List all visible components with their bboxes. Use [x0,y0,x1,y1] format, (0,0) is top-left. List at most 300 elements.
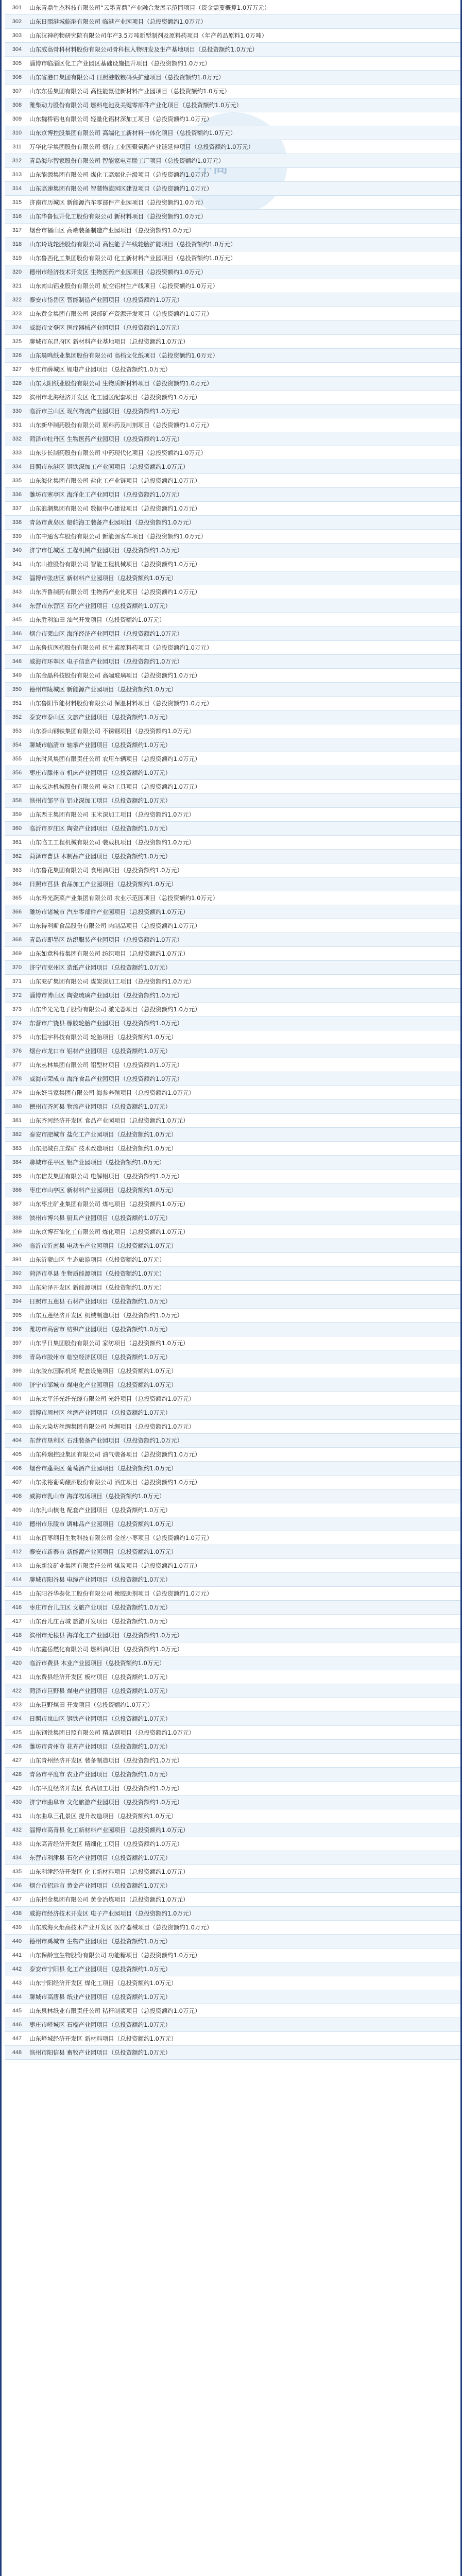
table-row [5,335,460,349]
row-number: 305 [12,60,22,66]
row-number: 396 [12,1326,22,1332]
row-number: 428 [12,1771,22,1777]
row-number: 403 [12,1423,22,1430]
project-description: 青岛市平度市 农业产业园项目（总投资额约1.0万元） [29,1771,171,1778]
row-number: 399 [12,1368,22,1374]
project-description: 日照市岚山区 钢铁产业园项目（总投资额约1.0万元） [29,1715,171,1722]
table-row [5,446,460,460]
row-number: 431 [12,1813,22,1819]
project-description: 聊城市阳谷县 电缆产业园项目（总投资额约1.0万元） [29,1576,171,1583]
table-row [5,794,460,808]
row-number: 394 [12,1298,22,1304]
table-row [5,1656,460,1670]
table-row [5,251,460,265]
row-number: 401 [12,1396,22,1402]
table-row [5,1044,460,1058]
project-description: 山东临工工程机械有限公司 装载机项目（总投资额约1.0万元） [29,839,195,846]
project-description: 山东京博控股集团有限公司 高端化工新材料一体化项目（总投资额约1.0万元） [29,129,236,137]
project-description: 青岛市即墨区 纺织服装产业园项目（总投资额约1.0万元） [29,936,183,943]
project-description: 山东太阳纸业股份有限公司 生物质新材料项目（总投资额约1.0万元） [29,380,213,387]
project-description: 山东沂蒙山区 生态旅游项目（总投资额约1.0万元） [29,1256,165,1263]
row-number: 339 [12,533,22,539]
project-description: 临沂市罗庄区 陶瓷产业园项目（总投资额约1.0万元） [29,825,171,832]
project-description: 山东鲁花集团有限公司 食用油项目（总投资额约1.0万元） [29,867,183,874]
project-description: 淄博市张店区 新材料产业园项目（总投资额约1.0万元） [29,574,177,582]
project-description: 山东魏桥铝电有限公司 轻量化铝材深加工项目（总投资额约1.0万元） [29,115,213,123]
project-description: 山东中通客车股份有限公司 新能源客车项目（总投资额约1.0万元） [29,533,207,540]
table-row [5,1503,460,1517]
project-description: 泰安市宁阳县 化工产业园项目（总投资额约1.0万元） [29,1965,171,1973]
row-number: 387 [12,1201,22,1207]
table-row [5,1392,460,1406]
table-row [5,1420,460,1434]
row-number: 389 [12,1229,22,1235]
project-description: 滨州市北海经济开发区 化工园区配套项目（总投资额约1.0万元） [29,394,201,401]
row-number: 412 [12,1549,22,1555]
table-row [5,1406,460,1420]
table-row [5,1962,460,1976]
table-row [5,1086,460,1100]
table-row [5,1309,460,1323]
project-description: 山东菏泽开发区 新能源项目（总投资额约1.0万元） [29,1284,165,1291]
row-number: 361 [12,839,22,845]
project-description: 山东胜利油田 油气开发项目（总投资额约1.0万元） [29,616,165,623]
project-description: 山东如意科技集团有限公司 纺织项目（总投资额约1.0万元） [29,950,189,957]
table-row [5,154,460,168]
project-description: 山东枣庄矿业集团有限公司 煤电项目（总投资额约1.0万元） [29,1200,189,1208]
row-number: 333 [12,450,22,456]
table-row [5,363,460,377]
table-row [5,1489,460,1503]
table-row [5,975,460,989]
project-description: 青岛市黄岛区 船舶海工装备产业园项目（总投资额约1.0万元） [29,519,195,526]
project-description: 枣庄市滕州市 机床产业园项目（总投资额约1.0万元） [29,769,171,776]
project-description: 德州市陵城区 新能源产业园项目（总投资额约1.0万元） [29,686,177,693]
row-number: 316 [12,213,22,219]
row-number: 344 [12,603,22,609]
row-number: 432 [12,1827,22,1833]
table-row [5,1837,460,1851]
row-number: 366 [12,909,22,915]
table-row [5,265,460,279]
table-row [5,1726,460,1740]
row-number: 356 [12,770,22,776]
project-description: 枣庄市山亭区 新材料产业园项目（总投资额约1.0万元） [29,1187,177,1194]
row-number: 391 [12,1257,22,1263]
row-number: 409 [12,1507,22,1513]
table-row [5,1225,460,1239]
table-row [5,1740,460,1754]
row-number: 368 [12,937,22,943]
project-description: 滨州市无棣县 海洋化工产业园项目（总投资额约1.0万元） [29,1632,183,1639]
row-number: 435 [12,1869,22,1875]
table-row [5,1809,460,1823]
row-number: 425 [12,1730,22,1736]
row-number: 314 [12,185,22,192]
row-number: 309 [12,116,22,122]
project-description: 山东汉神药物研究院有限公司年产3.5万吨新型制剂及原料药项目（年产药品原料1.0万吨） [29,32,268,39]
row-number: 357 [12,784,22,790]
project-description: 山东华鲁恒升化工股份有限公司 新材料项目（总投资额约1.0万元） [29,213,207,220]
project-description: 潍柴动力股份有限公司 燃料电池及关键零部件产业化项目（总投资额约1.0万元） [29,101,242,109]
row-number: 325 [12,338,22,345]
table-row [5,2018,460,2032]
table-row [5,710,460,724]
project-description: 山东恒宇科技有限公司 轮胎项目（总投资额约1.0万元） [29,1033,177,1041]
row-number: 411 [12,1535,22,1541]
table-row [5,1782,460,1795]
row-number: 312 [12,158,22,164]
row-number: 419 [12,1646,22,1652]
table-row [5,1281,460,1295]
table-row [5,571,460,585]
project-description: 山东寿光蔬菜产业集团有限公司 农业示范园项目（总投资额约1.0万元） [29,894,218,902]
table-row [5,1128,460,1142]
table-row [5,98,460,112]
row-number: 380 [12,1104,22,1110]
project-description: 山东利津经济开发区 化工新材料项目（总投资额约1.0万元） [29,1868,189,1875]
table-row [5,1893,460,1907]
row-number: 359 [12,811,22,818]
project-description: 山东步长制药股份有限公司 中药现代化项目（总投资额约1.0万元） [29,449,207,456]
row-number: 407 [12,1479,22,1485]
row-number: 417 [12,1618,22,1624]
table-row [5,29,460,43]
row-number: 433 [12,1841,22,1847]
table-row [5,1517,460,1531]
table-row [5,112,460,126]
table-row [5,961,460,975]
project-description: 山东招金集团有限公司 黄金冶炼项目（总投资额约1.0万元） [29,1896,189,1903]
row-number: 447 [12,2036,22,2042]
row-number: 427 [12,1757,22,1764]
project-description: 山东能源集团有限公司 煤化工高端化升级项目（总投资额约1.0万元） [29,171,213,178]
table-row [5,1364,460,1378]
project-description: 威海市经济技术开发区 电子产业园项目（总投资额约1.0万元） [29,1910,195,1917]
project-description: 山东泉林纸业有限责任公司 秸秆制浆项目（总投资额约1.0万元） [29,2007,201,2014]
table-row [5,738,460,752]
row-number: 434 [12,1855,22,1861]
row-number: 390 [12,1243,22,1249]
project-description: 山东玲珑轮胎股份有限公司 高性能子午线轮胎扩能项目（总投资额约1.0万元） [29,241,236,248]
project-description: 淄博市周村区 丝绸产业园项目（总投资额约1.0万元） [29,1409,171,1416]
table-row [5,891,460,905]
project-description: 东营市利津县 石化产业园项目（总投资额约1.0万元） [29,1854,171,1861]
project-description: 山东京博石油化工有限公司 炼化项目（总投资额约1.0万元） [29,1228,189,1235]
table-row [5,1754,460,1768]
project-description: 菏泽市单县 生物质能源项目（总投资额约1.0万元） [29,1270,165,1277]
table-row [5,780,460,794]
table-row [5,1768,460,1782]
row-number: 324 [12,325,22,331]
row-number: 424 [12,1716,22,1722]
table-row [5,84,460,98]
project-description: 潍坊市寒亭区 海洋化工产业园项目（总投资额约1.0万元） [29,491,183,498]
project-description: 山东巨野煤田 开发项目（总投资额约1.0万元） [29,1701,153,1708]
row-number: 337 [12,505,22,512]
row-number: 404 [12,1437,22,1444]
row-number: 307 [12,88,22,94]
row-number: 383 [12,1145,22,1151]
table-row [5,766,460,780]
row-number: 363 [12,867,22,873]
row-number: 376 [12,1048,22,1054]
project-description: 山东五莲经济开发区 机械制造项目（总投资额约1.0万元） [29,1312,183,1319]
table-row [5,850,460,863]
row-number: 318 [12,241,22,247]
table-row [5,1587,460,1601]
project-description: 菏泽市巨野县 煤电产业园项目（总投资额约1.0万元） [29,1687,171,1694]
table-row [5,585,460,599]
row-number: 326 [12,352,22,359]
table-row [5,196,460,210]
project-description: 烟台市龙口市 铝材产业园项目（总投资额约1.0万元） [29,1047,171,1055]
project-description: 泰安市岱岳区 智能制造产业园项目（总投资额约1.0万元） [29,296,183,303]
project-description: 山东金晶科技股份有限公司 高端玻璃项目（总投资额约1.0万元） [29,672,201,679]
row-number: 338 [12,519,22,526]
project-description: 山东钢铁集团日照有限公司 精品钢项目（总投资额约1.0万元） [29,1729,195,1736]
project-description: 聊城市临清市 轴承产业园项目（总投资额约1.0万元） [29,741,171,749]
row-number: 430 [12,1799,22,1805]
project-description: 山东大染坊丝绸集团有限公司 丝绸项目（总投资额约1.0万元） [29,1423,195,1430]
row-number: 400 [12,1382,22,1388]
row-number: 304 [12,46,22,53]
table-row [5,391,460,404]
table-row [5,669,460,683]
table-row [5,877,460,891]
row-number: 374 [12,1020,22,1026]
row-number: 306 [12,74,22,80]
table-row [5,1476,460,1489]
table-row [5,1559,460,1573]
project-description: 淄博市临淄区化工产业园区基础设施提升项目（总投资额约1.0万元） [29,60,211,67]
project-description: 烟台市招远市 黄金产业园项目（总投资额约1.0万元） [29,1882,171,1889]
table-row [5,1642,460,1656]
table-row [5,989,460,1003]
row-number: 445 [12,2008,22,2014]
project-description: 聊城市东昌府区 新材料产业基地项目（总投资额约1.0万元） [29,338,189,345]
row-number: 360 [12,825,22,832]
project-description: 山东百枣纲目生物科技有限公司 金丝小枣项目（总投资额约1.0万元） [29,1534,213,1541]
row-number: 442 [12,1966,22,1972]
table-row [5,502,460,516]
row-number: 408 [12,1493,22,1499]
table-row [5,168,460,182]
project-description: 济宁市邹城市 煤电化产业园项目（总投资额约1.0万元） [29,1381,177,1388]
table-row [5,460,460,474]
project-description: 枣庄市薛城区 锂电产业园项目（总投资额约1.0万元） [29,366,171,373]
project-description: 山东新汶矿业集团有限责任公司 煤炭项目（总投资额约1.0万元） [29,1562,201,1569]
table-row [5,1615,460,1629]
project-description: 山东乳山核电 配套产业园项目（总投资额约1.0万元） [29,1506,171,1514]
row-number: 327 [12,366,22,372]
table-row [5,418,460,432]
row-number: 388 [12,1215,22,1221]
project-description: 日照市五莲县 石材产业园项目（总投资额约1.0万元） [29,1298,171,1305]
table-row [5,1448,460,1462]
row-number: 365 [12,895,22,901]
project-description: 德州市经济技术开发区 生物医药产业园项目（总投资额约1.0万元） [29,268,207,276]
project-description: 山东齐鲁制药有限公司 生物药产业化项目（总投资额约1.0万元） [29,588,201,596]
row-number: 310 [12,130,22,136]
project-description: 潍坊市青州市 花卉产业园项目（总投资额约1.0万元） [29,1743,171,1750]
table-row [5,1378,460,1392]
row-number: 420 [12,1660,22,1666]
row-number: 385 [12,1173,22,1179]
project-description: 山东新华制药股份有限公司 原料药及制剂项目（总投资额约1.0万元） [29,421,213,429]
project-description: 济宁市任城区 工程机械产业园项目（总投资额约1.0万元） [29,547,183,554]
project-description: 泰安市泰山区 文旅产业园项目（总投资额约1.0万元） [29,714,171,721]
row-number: 441 [12,1952,22,1958]
table-row [5,1170,460,1183]
table-row [5,1935,460,1948]
project-description: 聊城市茌平区 铝产业园项目（总投资额约1.0万元） [29,1159,165,1166]
project-description: 东营市东营区 石化产业园项目（总投资额约1.0万元） [29,602,171,609]
table-row [5,1990,460,2004]
table-row [5,1851,460,1865]
table-row [5,71,460,84]
table-row [5,1712,460,1726]
table-row [5,697,460,710]
row-number: 315 [12,199,22,206]
project-description: 山东太平洋光纤光缆有限公司 光纤项目（总投资额约1.0万元） [29,1395,195,1402]
table-row [5,1865,460,1879]
project-description: 山东鲁西化工集团股份有限公司 化工新材料产业园项目（总投资额约1.0万元） [29,255,236,262]
row-number: 369 [12,951,22,957]
project-description: 山东浪潮集团有限公司 数据中心建设项目（总投资额约1.0万元） [29,505,201,512]
table-row [5,1573,460,1587]
project-description: 山东晨鸣纸业集团股份有限公司 高档文化纸项目（总投资额约1.0万元） [29,352,218,359]
row-number: 414 [12,1577,22,1583]
row-number: 373 [12,1006,22,1012]
row-number: 317 [12,227,22,233]
project-description: 德州市禹城市 生物产业园项目（总投资额约1.0万元） [29,1938,171,1945]
table-row [5,1072,460,1086]
row-number: 446 [12,2022,22,2028]
row-number: 415 [12,1590,22,1597]
project-description: 威海市环翠区 电子信息产业园项目（总投资额约1.0万元） [29,658,183,665]
row-number: 398 [12,1354,22,1360]
row-number: 334 [12,464,22,470]
project-description: 山东鲁抗医药股份有限公司 抗生素原料药项目（总投资额约1.0万元） [29,644,213,651]
row-number: 347 [12,645,22,651]
row-number: 384 [12,1159,22,1165]
table-row [5,1183,460,1197]
table-row [5,1907,460,1921]
row-number: 377 [12,1062,22,1068]
row-number: 364 [12,881,22,887]
project-description: 东营市广饶县 橡胶轮胎产业园项目（总投资额约1.0万元） [29,1020,183,1027]
table-row [5,2004,460,2018]
row-number: 335 [12,478,22,484]
table-row [5,1030,460,1044]
table-row [5,1823,460,1837]
table-row [5,724,460,738]
project-description: 青岛市胶州市 临空经济区项目（总投资额约1.0万元） [29,1353,171,1361]
project-description: 山东兖矿集团有限公司 煤炭深加工项目（总投资额约1.0万元） [29,978,195,985]
project-description: 滨州市邹平市 铝业深加工项目（总投资额约1.0万元） [29,797,171,804]
table-row [5,1239,460,1253]
project-description: 烟台市福山区 高端装备制造产业园项目（总投资额约1.0万元） [29,227,195,234]
row-number: 422 [12,1688,22,1694]
table-row [5,1336,460,1350]
table-row [5,474,460,488]
table-row [5,2046,460,2060]
table-row [5,1003,460,1016]
row-number: 436 [12,1883,22,1889]
table-row [5,1795,460,1809]
table-row [5,57,460,71]
project-description: 山东孚日集团股份有限公司 家纺项目（总投资额约1.0万元） [29,1340,189,1347]
table-row [5,1921,460,1935]
table-row [5,1629,460,1642]
table-row [5,1,460,15]
table-row [5,863,460,877]
table-row [5,1698,460,1712]
project-description: 山东青州经济开发区 装备制造项目（总投资额约1.0万元） [29,1757,183,1764]
project-description: 东营市垦利区 石油装备产业园项目（总投资额约1.0万元） [29,1437,183,1444]
project-description: 聊城市高唐县 纸业产业园项目（总投资额约1.0万元） [29,1993,171,2001]
table-row [5,126,460,140]
table-row [5,557,460,571]
table-row [5,1142,460,1156]
row-number: 372 [12,992,22,998]
table-row [5,488,460,502]
project-description: 山东威达机械股份有限公司 电动工具项目（总投资额约1.0万元） [29,783,201,790]
project-description: 山东张裕葡萄酿酒股份有限公司 酒庄项目（总投资额约1.0万元） [29,1479,201,1486]
project-description: 山东威高骨科材料股份有限公司骨科植入物研发及生产基地项目（总投资额约1.0万元） [29,46,258,53]
project-description: 山东东岳集团有限公司 高性能氟硅新材料产业园项目（总投资额约1.0万元） [29,88,230,95]
row-number: 345 [12,617,22,623]
project-description: 滨州市博兴县 厨具产业园项目（总投资额约1.0万元） [29,1214,171,1222]
table-row [5,1114,460,1128]
table-row [5,530,460,544]
project-description: 山东高速集团有限公司 智慧物流园区建设项目（总投资额约1.0万元） [29,185,213,192]
project-description: 山东泰山钢铁集团有限公司 不锈钢项目（总投资额约1.0万元） [29,727,195,735]
row-number: 349 [12,672,22,679]
table-row [5,279,460,293]
table-row [5,293,460,307]
project-description: 山东阳谷华泰化工股份有限公司 橡胶助剂项目（总投资额约1.0万元） [29,1590,213,1597]
table-row [5,947,460,961]
project-description: 山东平度经济开发区 食品加工项目（总投资额约1.0万元） [29,1785,183,1792]
project-description: 烟台市莱山区 海洋经济产业园项目（总投资额约1.0万元） [29,630,183,637]
table-row [5,1016,460,1030]
table-row [5,1976,460,1990]
project-description: 威海市荣成市 海洋食品产业园项目（总投资额约1.0万元） [29,1075,183,1082]
project-description: 山东胶东国际机场 配套设施项目（总投资额约1.0万元） [29,1367,177,1375]
row-number: 308 [12,102,22,108]
table-row [5,1670,460,1684]
project-description: 山东曲阜三孔景区 提升改造项目（总投资额约1.0万元） [29,1812,177,1820]
project-description: 威海市文登区 医疗器械产业园项目（总投资额约1.0万元） [29,324,183,331]
project-description: 临沂市兰山区 现代物流产业园项目（总投资额约1.0万元） [29,408,183,415]
table-row [5,1295,460,1309]
table-row [5,377,460,391]
table-row [5,808,460,822]
row-number: 382 [12,1131,22,1138]
table-row [5,1058,460,1072]
project-description: 潍坊市诸城市 汽车零部件产业园项目（总投资额约1.0万元） [29,908,189,916]
row-number: 378 [12,1076,22,1082]
row-number: 406 [12,1465,22,1471]
table-row [5,613,460,627]
table-row [5,15,460,29]
project-description: 临沂市沂南县 电动车产业园项目（总投资额约1.0万元） [29,1242,177,1249]
project-description: 山东黄金集团有限公司 深部矿产资源开发项目（总投资额约1.0万元） [29,310,213,317]
table-row [5,752,460,766]
table-row [5,1253,460,1267]
